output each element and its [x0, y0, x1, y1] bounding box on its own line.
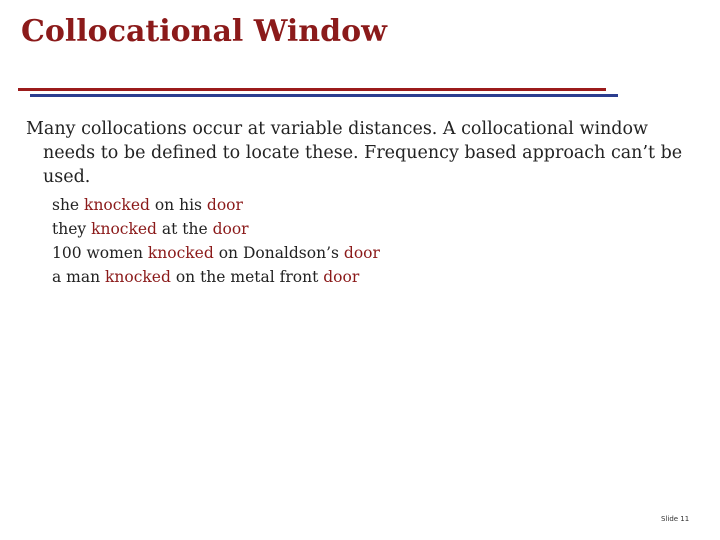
- example-text: she: [52, 196, 85, 214]
- example-line: [52, 265, 380, 289]
- slide-title: Collocational Window: [21, 14, 387, 49]
- title-divider-blue: [30, 94, 618, 97]
- keyword-knocked: knocked: [147, 244, 214, 262]
- example-text: they: [52, 220, 92, 238]
- keyword-door: door: [212, 220, 249, 238]
- keyword-door: door: [343, 244, 380, 262]
- keyword-door: door: [323, 268, 360, 286]
- body-paragraph: Many collocations occur at variable distances. A collocational window needs to be defined to locate these. Frequency based approach can’t be used.: [26, 119, 683, 187]
- example-text: on his: [149, 196, 207, 214]
- keyword-knocked: knocked: [91, 220, 157, 238]
- example-text: on the metal front: [170, 268, 324, 286]
- keyword-door: door: [206, 196, 243, 214]
- keyword-knocked: knocked: [105, 268, 171, 286]
- example-text: on Donaldson’s: [213, 244, 344, 262]
- title-divider-red: [18, 88, 606, 91]
- example-line: [52, 217, 380, 241]
- example-list: [52, 193, 380, 289]
- slide-number: Slide 11: [661, 515, 690, 523]
- example-line: [52, 241, 380, 265]
- keyword-knocked: knocked: [84, 196, 150, 214]
- example-text: a man: [52, 268, 106, 286]
- example-text: at the: [156, 220, 213, 238]
- example-line: [52, 193, 380, 217]
- example-text: 100 women: [52, 244, 148, 262]
